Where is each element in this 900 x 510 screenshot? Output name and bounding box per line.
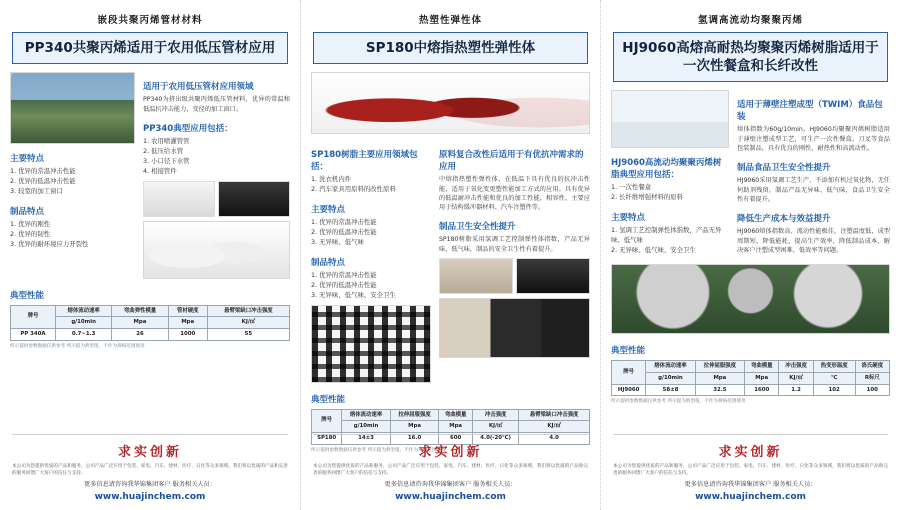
footer-columns [12, 464, 288, 478]
photo-black-pipes [218, 181, 290, 217]
footer-divider [313, 434, 588, 435]
hygiene-heading: 制品食品卫生安全性提升 [737, 163, 831, 174]
features-heading: 主要特点 [611, 213, 646, 224]
unit-rockwell: R标尺 [855, 372, 889, 384]
website-link[interactable]: www.huajinchem.com [395, 492, 506, 502]
panel-eyebrow: 氢调高流动均聚聚丙烯 [697, 15, 803, 26]
panel-pp340 [0, 0, 300, 510]
th-grade: 牌号 [612, 361, 646, 385]
cell-hardness: 1000 [168, 329, 207, 341]
features-list [311, 218, 431, 248]
photo-interior-parts [439, 298, 590, 358]
footer-divider [613, 434, 888, 435]
panel-body [611, 90, 890, 450]
panel-footer [601, 434, 900, 510]
cell-tensile: 32.5 [695, 384, 744, 396]
panel-body [10, 72, 290, 432]
photo-black-trim [516, 258, 590, 294]
spec-table [611, 360, 890, 396]
intro-text: 熔体指数为60g/10min，HJ9060均聚聚丙烯树脂适用于薄壁注塑成型工艺，可生产一次性餐盒、刀叉等食品包装制品，具有优良的刚性、耐热性和高流动性。 [737, 126, 890, 153]
th-hdt: 热变形温度 [813, 361, 855, 373]
th-mfr: 熔体流动速率 [55, 305, 111, 317]
cell-mfr: 58±8 [646, 384, 695, 396]
list-item: 无异味、低气味 [319, 237, 364, 246]
panel-footer [301, 434, 600, 510]
list-item: 相接管件 [151, 166, 177, 175]
features-heading: 主要特点 [10, 154, 45, 165]
product-photo [10, 72, 135, 144]
list-item: 较宽的加工窗口 [18, 187, 63, 196]
table-row [11, 329, 290, 341]
list-item: 优异的常温冲击性能 [319, 270, 377, 279]
panel-hj9060 [600, 0, 900, 510]
table-row-headers [612, 361, 890, 373]
list-item: 无异味、低气味、安全卫生 [319, 290, 396, 299]
product-heading: 制品特点 [311, 257, 346, 268]
product-list [10, 220, 135, 250]
cell-hdt: 102 [813, 384, 855, 396]
panel-title-box [313, 32, 588, 64]
cell-rockwell: 100 [855, 384, 889, 396]
unit-mfr: g/10min [55, 317, 111, 329]
cell-flex: 1600 [745, 384, 779, 396]
cost-heading: 降低生产成本与效益提升 [737, 214, 831, 225]
list-item: 优异的低温冲击性能 [319, 280, 377, 289]
list-item: 低压给水管 [151, 146, 184, 155]
unit-mfr: g/10min [646, 372, 695, 384]
contact-text: 更多信息请咨询我华锦集团客户 服务相关人员： [684, 481, 817, 489]
unit-izod: KJ/㎡ [207, 317, 289, 329]
product-list [311, 271, 431, 301]
unit-mfr: g/10min [342, 421, 391, 433]
features-heading: 主要特点 [311, 205, 346, 216]
product-photo [611, 90, 729, 148]
cell-grade: HJ9060 [612, 384, 646, 396]
table-row [612, 384, 890, 396]
th-grade: 牌号 [312, 409, 342, 433]
list-item: 优异的常温冲击性能 [319, 218, 377, 227]
contact-text: 更多信息请咨询我华锦集团客户 服务相关人员： [84, 481, 216, 489]
th-flex: 弯曲弹性模量 [112, 305, 168, 317]
applications-list [311, 175, 431, 195]
table-note: 所示提供参数数据仅供参考 所示提为典型值，不作为规格范围使用 [611, 399, 746, 405]
unit-flex: Mpa [112, 317, 168, 329]
th-tensile: 拉伸屈服强度 [390, 409, 439, 421]
website-link[interactable]: www.huajinchem.com [695, 492, 806, 502]
unit-flex: Mpa [745, 372, 779, 384]
th-rockwell: 洛氏硬度 [855, 361, 889, 373]
cell-mfr: 14±3 [342, 433, 391, 445]
cell-impact: 1.2 [779, 384, 813, 396]
table-row-units [312, 421, 590, 433]
hygiene-heading: 制品卫生安全性提升 [439, 222, 516, 233]
list-item: 优异的低温冲击性能 [18, 177, 76, 186]
th-flex: 弯曲模量 [745, 361, 779, 373]
panel-footer [0, 434, 300, 510]
table-row-headers [11, 305, 290, 317]
page-title: HJ9060高熔高耐热均聚聚丙烯树脂适用于一次性餐盒和长纤改性 [622, 40, 879, 75]
footer-divider [12, 434, 288, 435]
applications-heading: HJ9060高流动均聚聚丙烯树脂典型应用包括： [611, 158, 722, 181]
intro-text: PP340为挤出级共聚丙烯低压管材料，优异的常温和低温抗冲击能力，变径的加工窗口。 [143, 96, 290, 113]
table-row-units [612, 372, 890, 384]
cell-izod: 55 [207, 329, 289, 341]
list-item: 氢调工艺控制弹性体指数，产品无异味、低气味 [611, 226, 722, 245]
cost-text: HJ9060熔体指数高、流动性能极佳，注塑温度低，成型周期短，降低能耗，提高生产效率，降低制品成本，解决客户注塑成型困难、低效率等问题。 [737, 228, 890, 254]
footer-text: 本公司为您提供优质的产品和服务，公司产品广泛应用于包装、家电、汽车、建材、医疗、日化等众多领域，我们将以优质的产品和完善的服务回馈广大客户的信任与支持。 [12, 464, 288, 477]
intro-heading: 原料复合改性后适用于有优抗冲需求的应用 [439, 150, 584, 173]
secondary-photos [143, 181, 290, 217]
cell-grade: PP 340A [11, 329, 56, 341]
list-item: 优异的耐环境应力开裂性 [18, 239, 89, 248]
table-note: 所示提供参数数据仅供参考 所示提为典型值，不作为规格范围使用 [311, 447, 446, 453]
photo-pipe-bundle [143, 221, 290, 279]
hygiene-text: HJ9060采用氢调工艺生产，不添加有机过氧化物，无任何助剂残留，制品产品无异味、低气味，食品卫生安全性有着提升。 [737, 177, 890, 203]
intro-heading: 适用于薄壁注塑成型（TWIM）食品包装 [737, 100, 883, 123]
list-item: 长纤维增强材料的原料 [619, 193, 684, 202]
th-tensile: 拉伸屈服强度 [695, 361, 744, 373]
th-mfr: 熔体流动速率 [646, 361, 695, 373]
panel-eyebrow: 热塑性弹性体 [418, 15, 482, 26]
unit-izod: KJ/㎡ [519, 421, 590, 433]
photo-door-trim [439, 258, 513, 294]
unit-impact: KJ/㎡ [779, 372, 813, 384]
footer-columns [613, 464, 888, 478]
applications-heading: PP340典型应用包括： [143, 123, 233, 134]
features-list [10, 167, 135, 197]
photo-bowls [611, 264, 890, 334]
photo-white-pipes [143, 181, 215, 217]
page-title: PP340共聚丙烯适用于农用低压管材应用 [24, 40, 276, 56]
product-photo [311, 72, 590, 134]
page-title: SP180中熔指热塑性弹性体 [365, 40, 536, 56]
th-hardness: 管材硬度 [168, 305, 207, 317]
applications-heading: SP180树脂主要应用领域包括： [311, 150, 418, 173]
spec-table [10, 305, 290, 341]
panel-eyebrow: 嵌段共聚丙烯管材材料 [97, 15, 203, 26]
list-item: 汽车家具用原料的改性原料 [319, 185, 396, 194]
cell-izod: 4.0 [519, 433, 590, 445]
footer-columns [313, 464, 588, 478]
website-link[interactable]: www.huajinchem.com [94, 492, 206, 502]
th-flex: 弯曲模量 [439, 409, 473, 421]
list-item: 无异味、低气味、安全卫生 [619, 246, 696, 255]
table-heading: 典型性能 [611, 346, 646, 357]
unit-tensile: Mpa [695, 372, 744, 384]
footer-text: 本公司为您提供优质的产品和服务，公司产品广泛应用于包装、家电、汽车、建材、医疗、日化等众多领域，我们将以优质的产品和完善的服务回馈广大客户的信任与支持。 [313, 464, 588, 477]
product-heading: 制品特点 [10, 206, 45, 217]
list-item: 优异的低温冲击性能 [319, 227, 377, 236]
slogan: 求实创新 [418, 445, 483, 461]
panel-title-box [12, 32, 288, 64]
secondary-photos [439, 258, 590, 294]
th-grade: 牌号 [11, 305, 56, 329]
panel-sp180 [300, 0, 600, 510]
features-list [611, 226, 729, 256]
list-item: 小口径下水管 [151, 156, 190, 165]
unit-impact: KJ/㎡ [473, 421, 519, 433]
list-item: 优异的常温冲击性能 [18, 167, 76, 176]
th-izod: 悬臂梁缺口冲击强度 [207, 305, 289, 317]
unit-hdt: ℃ [813, 372, 855, 384]
slogan: 求实创新 [117, 445, 182, 461]
cell-impact: 4.0(-20℃) [473, 433, 519, 445]
table-row-headers [312, 409, 590, 421]
cell-flex: 26 [112, 329, 168, 341]
cell-grade: SP180 [312, 433, 342, 445]
th-impact: 冲击强度 [779, 361, 813, 373]
table-heading: 典型性能 [10, 290, 45, 301]
unit-flex: Mpa [439, 421, 473, 433]
intro-heading: 适用于农用低压管材应用领域 [143, 82, 254, 93]
applications-list [143, 137, 290, 177]
list-item: 一次性餐盒 [619, 183, 652, 192]
unit-hardness: Mpa [168, 317, 207, 329]
th-impact: 冲击强度 [473, 409, 519, 421]
table-note: 所示提供参数数据仅供参考 所示提为典型值，不作为规格范围使用 [10, 343, 145, 349]
panel-title-box [613, 32, 888, 82]
footer-text: 本公司为您提供优质的产品和服务，公司产品广泛应用于包装、家电、汽车、建材、医疗、日化等众多领域，我们将以优质的产品和完善的服务回馈广大客户的信任与支持。 [613, 464, 888, 477]
list-item: 优异的刚性 [18, 219, 51, 228]
slogan: 求实创新 [718, 445, 783, 461]
hygiene-text: SP180树脂采用氢调工艺控制弹性体指数，产品无异味、低气味，制品的安全卫生性有着提升。 [439, 236, 590, 253]
photo-parts-grid [311, 305, 431, 383]
list-item: 洗衣机内件 [319, 175, 352, 184]
cell-mfr: 0.7~1.3 [55, 329, 111, 341]
contact-text: 更多信息请咨询我华锦集团客户 服务相关人员： [384, 481, 517, 489]
intro-text: 中熔指热塑性弹性体，在低温下具有优良的抗冲击性能，适用于氧化变更塑性能加工方式的应用。具有优异的低温耐冲击性能和优良的加工性能，相容性、主要应用于结构缓冲器材料、汽车注塑件等。 [439, 176, 590, 212]
applications-list [611, 183, 729, 203]
cell-flex: 600 [439, 433, 473, 445]
cell-tensile: 16.0 [390, 433, 439, 445]
list-item: 农用喷灌管管 [151, 136, 190, 145]
th-mfr: 熔体流动速率 [342, 409, 391, 421]
th-izod: 悬臂梁缺口冲击强度 [519, 409, 590, 421]
list-item: 优异的韧性 [18, 229, 51, 238]
unit-tensile: Mpa [390, 421, 439, 433]
table-heading: 典型性能 [311, 394, 346, 405]
